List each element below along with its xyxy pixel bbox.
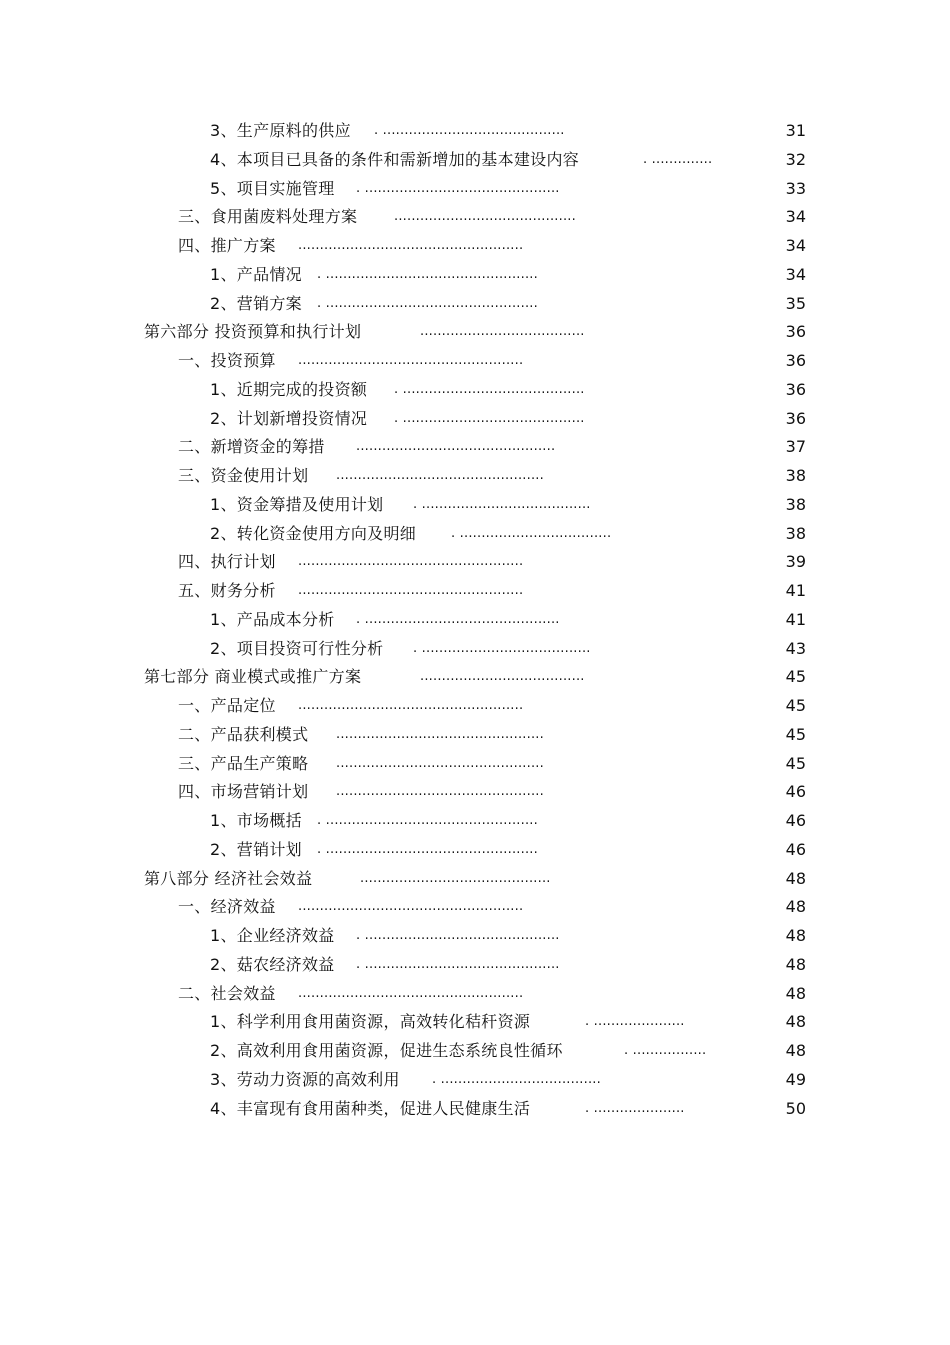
toc-entry-title: 2、高效利用食用菌资源，促进生态系统良性循环 <box>210 1041 563 1060</box>
toc-entry[interactable] <box>0 951 950 980</box>
toc-entry-page-number: 49 <box>785 1069 806 1089</box>
toc-entry[interactable] <box>0 232 950 261</box>
toc-entry-page-number: 34 <box>785 264 806 284</box>
toc-entry-page-number: 45 <box>785 696 806 715</box>
toc-entry-leader: .................................................... <box>298 238 524 253</box>
toc-entry-leader: . ................................................. <box>317 841 538 857</box>
toc-entry-leader: .................................................... <box>298 698 524 713</box>
toc-entry-leader: .................................................... <box>298 353 524 368</box>
toc-entry-page-number: 31 <box>785 121 806 140</box>
toc-entry-title: 四、市场营销计划 <box>178 782 309 802</box>
toc-entry-page-number: 46 <box>785 782 806 802</box>
toc-entry[interactable] <box>0 290 950 319</box>
toc-entry-leader: . .......................................... <box>374 123 565 138</box>
table-of-contents <box>0 117 950 1123</box>
toc-entry-title: 2、计划新增投资情况 <box>210 408 368 428</box>
toc-entry-title: 2、营销计划 <box>210 839 302 859</box>
toc-entry-leader: .................................................... <box>298 899 524 915</box>
toc-entry[interactable] <box>0 347 950 376</box>
toc-entry-title: 2、项目投资可行性分析 <box>210 638 384 658</box>
toc-entry[interactable] <box>0 491 950 520</box>
toc-entry[interactable] <box>0 606 950 635</box>
toc-entry[interactable] <box>0 635 950 664</box>
toc-entry-title: 1、市场概括 <box>210 811 302 830</box>
toc-entry-title: 4、丰富现有食用菌种类，促进人民健康生活 <box>210 1098 531 1118</box>
toc-entry-title: 2、菇农经济效益 <box>210 954 335 974</box>
toc-entry-leader: . .......................................... <box>394 381 585 397</box>
toc-entry[interactable] <box>0 577 950 606</box>
toc-entry-page-number: 48 <box>785 1012 806 1032</box>
toc-entry-leader: ................................................ <box>336 784 544 800</box>
toc-entry-title: 1、产品成本分析 <box>210 609 335 629</box>
toc-entry-title: 第七部分 商业模式或推广方案 <box>144 667 362 687</box>
toc-entry-leader: . .............. <box>643 151 713 167</box>
toc-entry-leader: . ....................................... <box>413 496 591 512</box>
toc-entry-title: 一、投资预算 <box>178 351 276 370</box>
toc-entry-leader: . ................................... <box>451 525 612 541</box>
toc-entry-title: 第六部分 投资预算和执行计划 <box>144 322 362 342</box>
toc-entry-page-number: 48 <box>785 897 806 917</box>
toc-entry-title: 二、产品获利模式 <box>178 724 309 744</box>
toc-entry-title: 4、本项目已具备的条件和需新增加的基本建设内容 <box>210 149 580 169</box>
toc-entry-page-number: 38 <box>785 494 806 514</box>
toc-entry-leader: .................................................... <box>298 985 524 1001</box>
toc-entry-page-number: 48 <box>785 954 806 974</box>
toc-entry[interactable] <box>0 146 950 175</box>
toc-entry[interactable] <box>0 1095 950 1124</box>
toc-entry-page-number: 33 <box>785 178 806 198</box>
toc-entry-page-number: 38 <box>785 523 806 543</box>
toc-entry[interactable] <box>0 1066 950 1095</box>
toc-entry[interactable] <box>0 548 950 577</box>
toc-entry-title: 3、生产原料的供应 <box>210 121 351 140</box>
toc-entry-leader: ................................................ <box>336 468 544 483</box>
toc-entry-title: 四、推广方案 <box>178 236 276 255</box>
toc-entry-leader: .......................................... <box>394 209 576 225</box>
toc-entry[interactable] <box>0 750 950 779</box>
toc-entry-leader: ............................................ <box>360 870 551 886</box>
toc-entry[interactable] <box>0 778 950 807</box>
toc-entry[interactable] <box>0 1008 950 1037</box>
toc-entry-leader: .............................................. <box>356 439 556 455</box>
toc-entry-leader: ...................................... <box>420 669 585 685</box>
toc-entry-title: 一、经济效益 <box>178 897 276 917</box>
toc-entry-page-number: 36 <box>785 322 806 342</box>
toc-entry-page-number: 32 <box>785 149 806 169</box>
toc-entry-page-number: 36 <box>785 351 806 370</box>
toc-entry-leader: . ................................................. <box>317 266 538 282</box>
toc-entry-title: 1、企业经济效益 <box>210 926 335 945</box>
toc-entry[interactable] <box>0 836 950 865</box>
toc-entry-page-number: 41 <box>785 609 806 629</box>
toc-entry-page-number: 48 <box>785 983 806 1003</box>
toc-entry-title: 三、产品生产策略 <box>178 753 309 773</box>
toc-entry-title: 1、科学利用食用菌资源，高效转化秸秆资源 <box>210 1012 531 1032</box>
toc-entry-leader: . .......................................... <box>394 410 585 426</box>
toc-entry[interactable] <box>0 893 950 922</box>
toc-entry-title: 3、劳动力资源的高效利用 <box>210 1069 400 1089</box>
toc-entry-leader: . ................................................. <box>317 813 538 828</box>
toc-entry-page-number: 34 <box>785 207 806 227</box>
toc-entry-title: 5、项目实施管理 <box>210 178 335 198</box>
toc-entry-page-number: 50 <box>785 1098 806 1118</box>
toc-entry[interactable] <box>0 922 950 951</box>
toc-entry-page-number: 46 <box>785 839 806 859</box>
toc-entry-page-number: 46 <box>785 811 806 830</box>
toc-entry-leader: . ................. <box>624 1043 707 1058</box>
toc-entry[interactable] <box>0 692 950 721</box>
toc-entry-leader: . ..................... <box>585 1014 685 1030</box>
toc-entry-page-number: 45 <box>785 667 806 687</box>
toc-entry[interactable] <box>0 865 950 894</box>
toc-entry-page-number: 36 <box>785 408 806 428</box>
toc-entry[interactable] <box>0 261 950 290</box>
toc-entry-leader: . ............................................. <box>356 180 560 196</box>
toc-entry-page-number: 48 <box>785 926 806 945</box>
toc-entry-leader: . ............................................. <box>356 956 560 972</box>
toc-entry-leader: . ............................................. <box>356 611 560 627</box>
toc-entry-title: 三、资金使用计划 <box>178 466 309 485</box>
toc-entry[interactable] <box>0 462 950 491</box>
toc-entry-page-number: 45 <box>785 724 806 744</box>
toc-entry-title: 二、社会效益 <box>178 983 276 1003</box>
toc-entry[interactable] <box>0 405 950 434</box>
toc-entry-title: 二、新增资金的筹措 <box>178 437 325 457</box>
toc-entry-leader: . ..................................... <box>432 1071 601 1087</box>
toc-entry-leader: . ............................................. <box>356 928 560 943</box>
toc-entry[interactable] <box>0 721 950 750</box>
toc-entry-leader: . ....................................... <box>413 640 591 656</box>
toc-entry-leader: ................................................ <box>336 755 544 771</box>
toc-entry-page-number: 37 <box>785 437 806 457</box>
toc-entry[interactable] <box>0 807 950 836</box>
toc-entry[interactable] <box>0 433 950 462</box>
toc-entry[interactable] <box>0 1037 950 1066</box>
toc-entry-title: 1、产品情况 <box>210 264 302 284</box>
toc-entry-title: 三、食用菌废料处理方案 <box>178 207 358 227</box>
toc-entry-title: 2、转化资金使用方向及明细 <box>210 523 417 543</box>
toc-entry-title: 第八部分 经济社会效益 <box>144 868 313 888</box>
toc-entry-leader: .................................................... <box>298 583 524 598</box>
toc-entry[interactable] <box>0 175 950 204</box>
toc-entry[interactable] <box>0 203 950 232</box>
toc-entry-title: 1、资金筹措及使用计划 <box>210 494 384 514</box>
toc-entry[interactable] <box>0 980 950 1009</box>
toc-entry-leader: . ................................................. <box>317 295 538 311</box>
toc-entry[interactable] <box>0 663 950 692</box>
toc-entry-page-number: 43 <box>785 638 806 658</box>
toc-entry[interactable] <box>0 318 950 347</box>
toc-entry-title: 1、近期完成的投资额 <box>210 379 368 399</box>
toc-entry-page-number: 35 <box>785 293 806 313</box>
toc-entry[interactable] <box>0 376 950 405</box>
toc-entry-leader: ...................................... <box>420 324 585 340</box>
toc-entry-leader: ................................................ <box>336 726 544 742</box>
toc-entry-page-number: 45 <box>785 753 806 773</box>
toc-entry-title: 一、产品定位 <box>178 696 276 715</box>
toc-entry-page-number: 34 <box>785 236 806 255</box>
toc-entry-page-number: 38 <box>785 466 806 485</box>
toc-entry-page-number: 39 <box>785 552 806 572</box>
toc-entry-title: 四、执行计划 <box>178 552 276 572</box>
toc-entry-title: 2、营销方案 <box>210 293 302 313</box>
toc-entry-title: 五、财务分析 <box>178 581 276 600</box>
toc-entry-leader: .................................................... <box>298 554 524 570</box>
toc-entry[interactable] <box>0 117 950 146</box>
toc-entry[interactable] <box>0 520 950 549</box>
toc-entry-page-number: 48 <box>785 868 806 888</box>
toc-entry-page-number: 41 <box>785 581 806 600</box>
toc-entry-leader: . ..................... <box>585 1100 685 1116</box>
toc-entry-page-number: 48 <box>785 1041 806 1060</box>
toc-entry-page-number: 36 <box>785 379 806 399</box>
